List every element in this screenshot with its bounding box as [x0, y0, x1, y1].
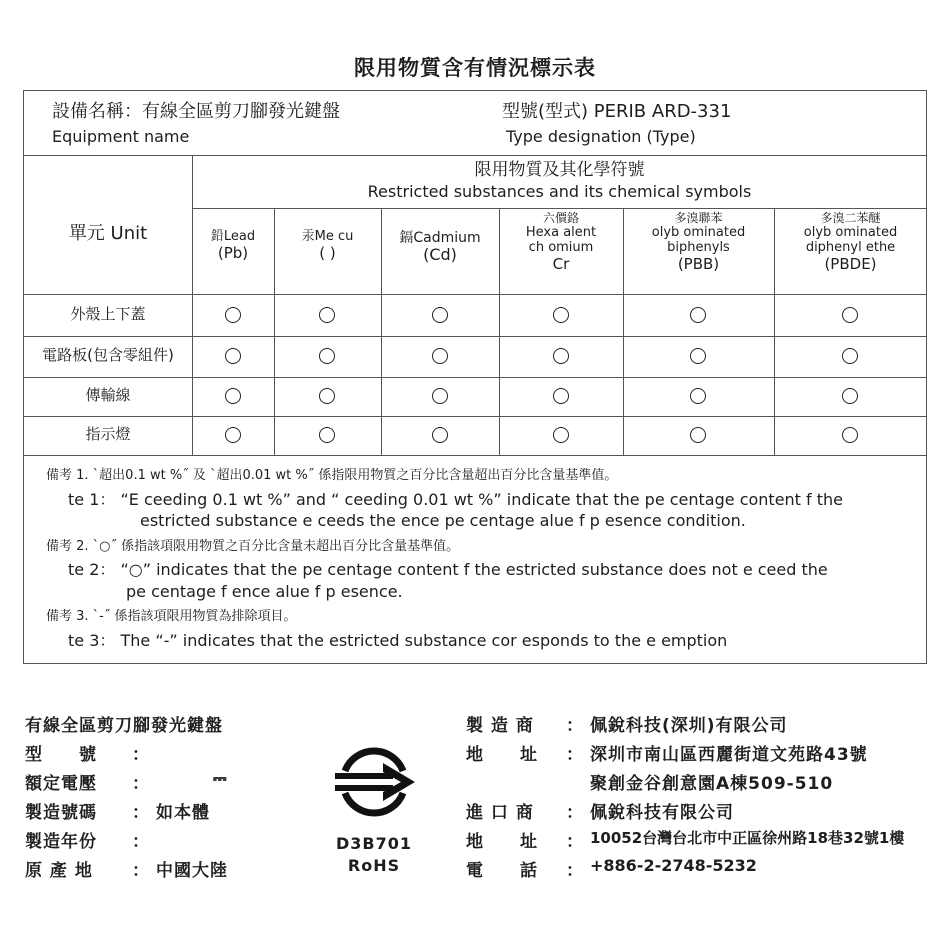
compliance-mark [690, 427, 706, 443]
compliance-mark [319, 427, 335, 443]
note-1-en: te 1： “E ceeding 0.1 wt %” and “ ceeding 0.01 wt %” indicate that the pe centage content f the [68, 490, 844, 509]
compliance-mark [319, 388, 335, 404]
note-2-zh: 備考 2. ˋ○˝ 係指該項限用物質之百分比含量未超出百分比含量基準值。 [46, 539, 460, 554]
substance-desc: biphenyls [667, 239, 730, 255]
compliance-mark [553, 388, 569, 404]
substance-col-pbde [774, 212, 927, 273]
page-title: 限用物質含有情況標示表 [354, 56, 596, 80]
note-1-zh: 備考 1. ˋ超出0.1 wt %˝ 及 ˋ超出0.01 wt %˝ 係指限用物質之百分比含量超出百分比含量基準值。 [46, 468, 618, 483]
phone-key: 電 話 [466, 861, 538, 881]
substance-desc: olyb ominated [803, 224, 898, 240]
maker-value: 佩銳科技(深圳)有限公司 [590, 716, 788, 736]
type-designation-zh: 型號(型式) PERIB ARD-331 [502, 101, 732, 122]
substance-name: 鉛Lead [210, 229, 256, 244]
rohs-text: RoHS [347, 856, 401, 875]
colon: ： [566, 716, 584, 736]
divider [24, 294, 927, 295]
colon: ： [132, 774, 150, 794]
unit-label: 指示燈 [85, 425, 131, 443]
compliance-mark [225, 307, 241, 323]
substance-desc: olyb ominated [651, 224, 746, 240]
compliance-mark [319, 348, 335, 364]
substance-desc: diphenyl ethe [805, 239, 896, 255]
colon: ： [132, 803, 150, 823]
restricted-header-zh: 限用物質及其化學符號 [474, 160, 645, 180]
substance-desc: Hexa alent [525, 224, 597, 240]
maker-address-key: 地 址 [466, 745, 538, 765]
type-designation-en: Type designation (Type) [506, 127, 696, 146]
compliance-mark [690, 307, 706, 323]
importer-key: 進 口 商 [466, 803, 534, 823]
note-2-en-cont: pe centage f ence alue f p esence. [126, 582, 403, 601]
substance-symbol: (Cd) [423, 245, 457, 265]
dc-symbol: ⎓ [213, 769, 228, 789]
compliance-mark [553, 307, 569, 323]
divider [24, 416, 927, 417]
divider [24, 336, 927, 337]
compliance-mark [432, 307, 448, 323]
colon: ： [132, 745, 150, 765]
compliance-mark [432, 427, 448, 443]
substance-name: 多溴聯苯 [674, 211, 723, 225]
substance-col-cadmium [381, 230, 499, 264]
colon: ： [132, 832, 150, 852]
substance-symbol: (Pb) [217, 243, 249, 262]
substance-name: 汞Me cu [301, 229, 354, 244]
product-name: 有線全區剪刀腳發光鍵盤 [25, 716, 223, 736]
importer-address-key: 地 址 [466, 832, 538, 852]
substance-col-pbb [623, 212, 774, 273]
substance-desc: ch omium [528, 239, 594, 255]
compliance-mark [319, 307, 335, 323]
substance-symbol: ( ) [319, 243, 336, 262]
origin-value: 中國大陸 [156, 861, 228, 881]
unit-label: 外殼上下蓋 [70, 305, 146, 323]
year-key: 製造年份 [25, 832, 97, 852]
colon: ： [132, 861, 150, 881]
maker-address-2: 聚創金谷創意園A棟509-510 [590, 774, 834, 794]
compliance-mark [842, 427, 858, 443]
importer-value: 佩銳科技有限公司 [590, 803, 734, 823]
divider [24, 455, 927, 456]
unit-header: 單元 Unit [68, 223, 148, 244]
compliance-mark [690, 388, 706, 404]
compliance-mark [432, 388, 448, 404]
serial-value: 如本體 [156, 803, 210, 823]
colon: ： [566, 832, 584, 852]
compliance-mark [225, 427, 241, 443]
colon: ： [566, 861, 584, 881]
colon: ： [566, 803, 584, 823]
divider [24, 155, 927, 156]
phone-value: +886-2-2748-5232 [590, 856, 757, 875]
restricted-header-en: Restricted substances and its chemical symbols [367, 182, 752, 201]
compliance-mark [842, 307, 858, 323]
compliance-mark [553, 348, 569, 364]
substance-name: 六價鉻 [542, 211, 579, 225]
note-3-zh: 備考 3. ˋ-˝ 係指該項限用物質為排除項目。 [46, 609, 297, 624]
maker-address-1: 深圳市南山區西麗街道文苑路43號 [590, 745, 868, 765]
equipment-name-en: Equipment name [52, 127, 190, 146]
note-1-en-cont: estricted substance e ceeds the ence pe centage alue f p esence condition. [140, 511, 746, 530]
substance-symbol: (PBB) [677, 254, 720, 273]
substance-symbol: (PBDE) [824, 254, 877, 273]
compliance-mark [553, 427, 569, 443]
note-2-en: te 2： “○” indicates that the pe centage content f the estricted substance does not e ceed the [68, 560, 828, 579]
substance-name: 鎘Cadmium [399, 230, 481, 246]
compliance-mark [432, 348, 448, 364]
compliance-mark [225, 348, 241, 364]
substance-symbol: Cr [552, 254, 570, 273]
unit-label: 傳輸線 [85, 386, 131, 404]
note-3-en: te 3： The “-” indicates that the estricted substance cor esponds to the e emption [68, 631, 728, 650]
equipment-name-zh: 設備名稱：有線全區剪刀腳發光鍵盤 [52, 101, 340, 122]
substance-col-lead [192, 230, 274, 262]
importer-address: 10052台灣台北市中正區徐州路18巷32號1樓 [590, 829, 905, 847]
compliance-mark [842, 348, 858, 364]
rating-key: 額定電壓 [25, 774, 97, 794]
compliance-mark [690, 348, 706, 364]
colon: ： [566, 745, 584, 765]
bsmi-mark-icon [331, 747, 417, 817]
divider [192, 208, 927, 209]
maker-key: 製 造 商 [466, 716, 534, 736]
rohs-table [23, 90, 927, 664]
serial-key: 製造號碼 [25, 803, 97, 823]
model-key: 型 號 [25, 745, 97, 765]
compliance-mark [842, 388, 858, 404]
unit-label: 電路板(包含零組件) [42, 346, 174, 364]
divider [24, 377, 927, 378]
substance-name: 多溴二苯醚 [820, 211, 881, 225]
origin-key: 原 產 地 [25, 861, 93, 881]
substance-col-mercury [274, 230, 381, 262]
compliance-mark [225, 388, 241, 404]
substance-col-chromium [499, 212, 623, 273]
bsmi-code: D3B701 [335, 834, 412, 853]
